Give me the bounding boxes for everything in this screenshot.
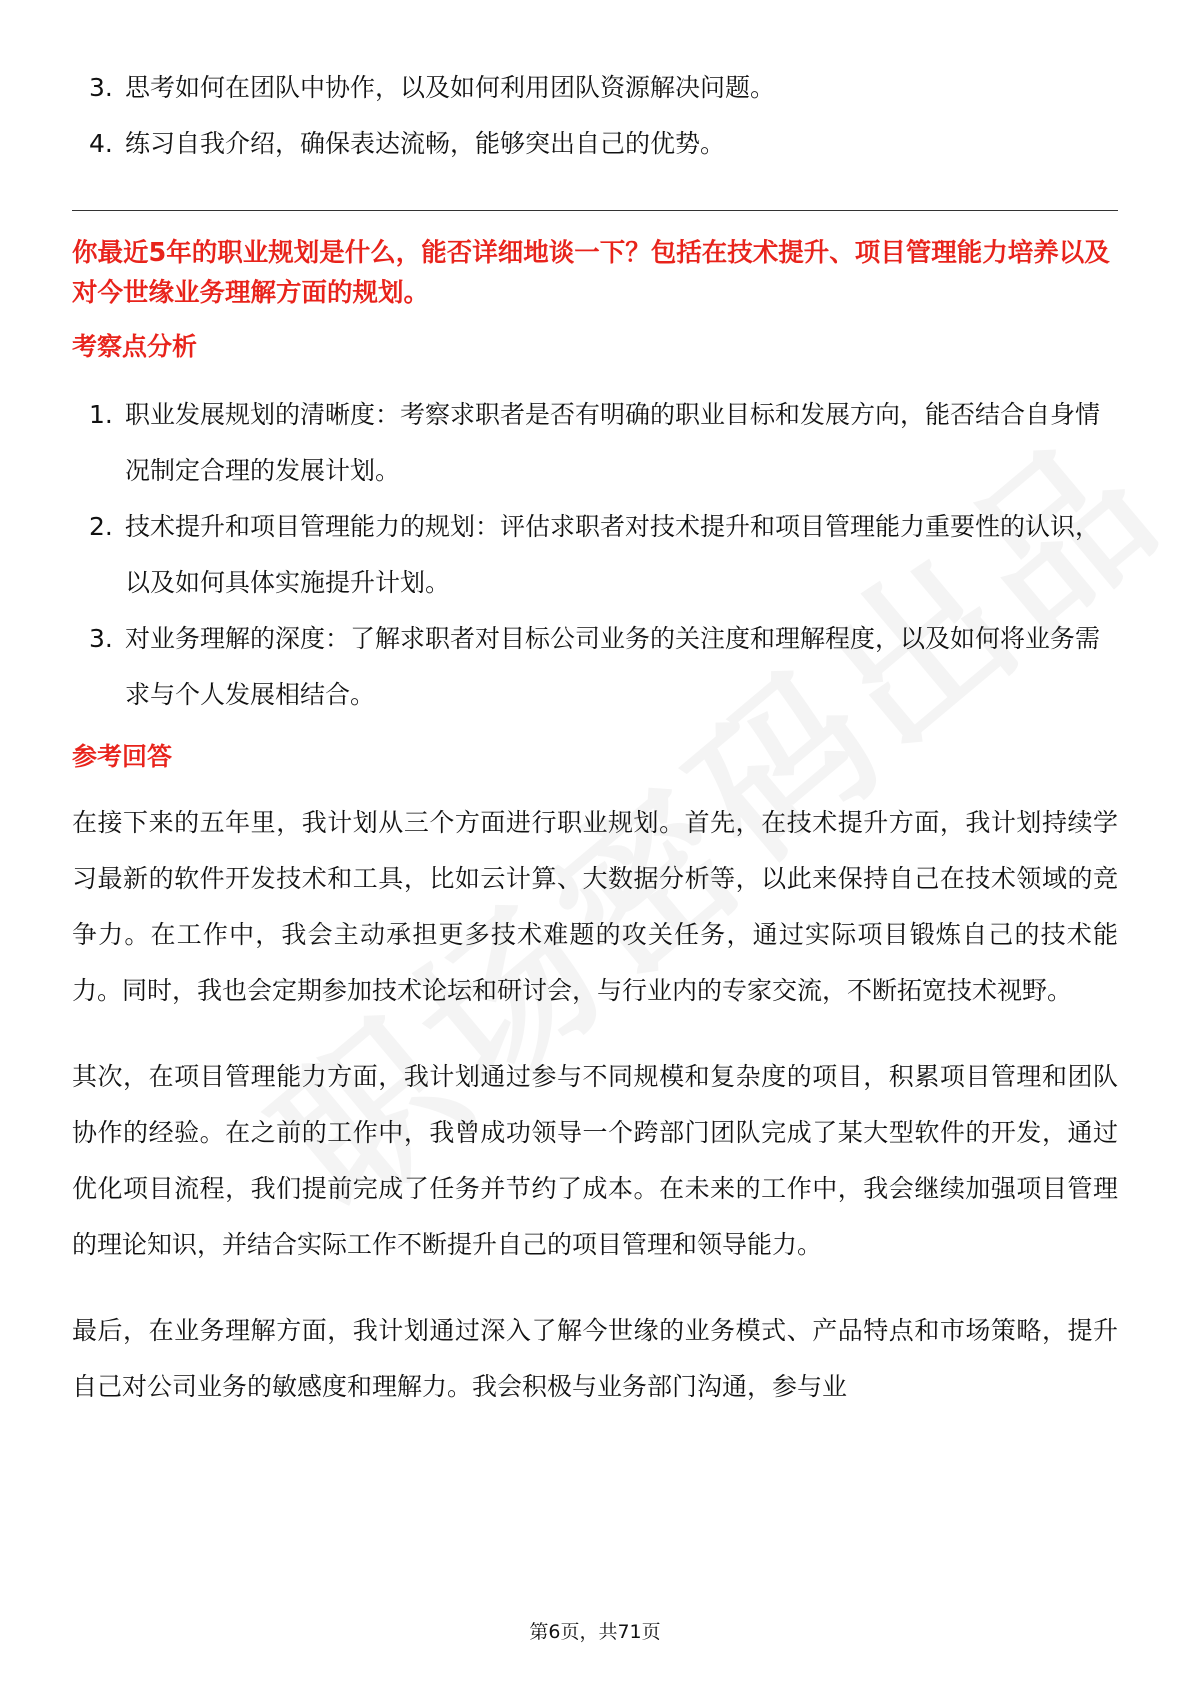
section-divider xyxy=(72,210,1118,211)
list-item-number: 3. xyxy=(89,73,113,102)
answer-paragraph: 最后，在业务理解方面，我计划通过深入了解今世缘的业务模式、产品特点和市场策略，提升自己对公司业务的敏感度和理解力。我会积极与业务部门沟通，参与业 xyxy=(72,1316,1118,1401)
top-numbered-list xyxy=(72,60,1118,172)
list-item xyxy=(72,116,1118,172)
list-item-number: 4. xyxy=(89,129,113,158)
list-item-number: 3. xyxy=(89,624,113,653)
list-item-text: 职业发展规划的清晰度：考察求职者是否有明确的职业目标和发展方向，能否结合自身情况制定合理的发展计划。 xyxy=(125,400,1101,485)
list-item-text: 技术提升和项目管理能力的规划：评估求职者对技术提升和项目管理能力重要性的认识，以及如何具体实施提升计划。 xyxy=(125,512,1101,597)
list-item xyxy=(72,499,1118,611)
list-item xyxy=(72,387,1118,499)
interview-question: 你最近5年的职业规划是什么，能否详细地谈一下？包括在技术提升、项目管理能力培养以及对今世缘业务理解方面的规划。 xyxy=(72,238,1110,308)
list-item xyxy=(72,611,1118,723)
answer-paragraph: 其次，在项目管理能力方面，我计划通过参与不同规模和复杂度的项目，积累项目管理和团队协作的经验。在之前的工作中，我曾成功领导一个跨部门团队完成了某大型软件的开发，通过优化项目流程，我们提前完成了任务并节约了成本。在未来的工作中，我会继续加强项目管理的理论知识，并结合实际工作不断提升自己的项目管理和领导能力。 xyxy=(72,1062,1118,1259)
page-number: 第6页，共71页 xyxy=(529,1621,661,1643)
analysis-list xyxy=(72,387,1118,723)
list-item-text: 练习自我介绍，确保表达流畅，能够突出自己的优势。 xyxy=(125,129,726,158)
list-item-text: 对业务理解的深度：了解求职者对目标公司业务的关注度和理解程度，以及如何将业务需求与个人发展相结合。 xyxy=(125,624,1101,709)
page-content xyxy=(72,60,1118,1415)
list-item-number: 2. xyxy=(89,512,113,541)
list-item-text: 思考如何在团队中协作，以及如何利用团队资源解决问题。 xyxy=(125,73,776,102)
list-item-number: 1. xyxy=(89,400,113,429)
answer-heading: 参考回答 xyxy=(72,742,173,771)
list-item xyxy=(72,60,1118,116)
answer-paragraph: 在接下来的五年里，我计划从三个方面进行职业规划。首先，在技术提升方面，我计划持续学习最新的软件开发技术和工具，比如云计算、大数据分析等，以此来保持自己在技术领域的竞争力。在工作中，我会主动承担更多技术难题的攻关任务，通过实际项目锻炼自己的技术能力。同时，我也会定期参加技术论坛和研讨会，与行业内的专家交流，不断拓宽技术视野。 xyxy=(72,808,1118,1005)
analysis-heading: 考察点分析 xyxy=(72,332,198,361)
